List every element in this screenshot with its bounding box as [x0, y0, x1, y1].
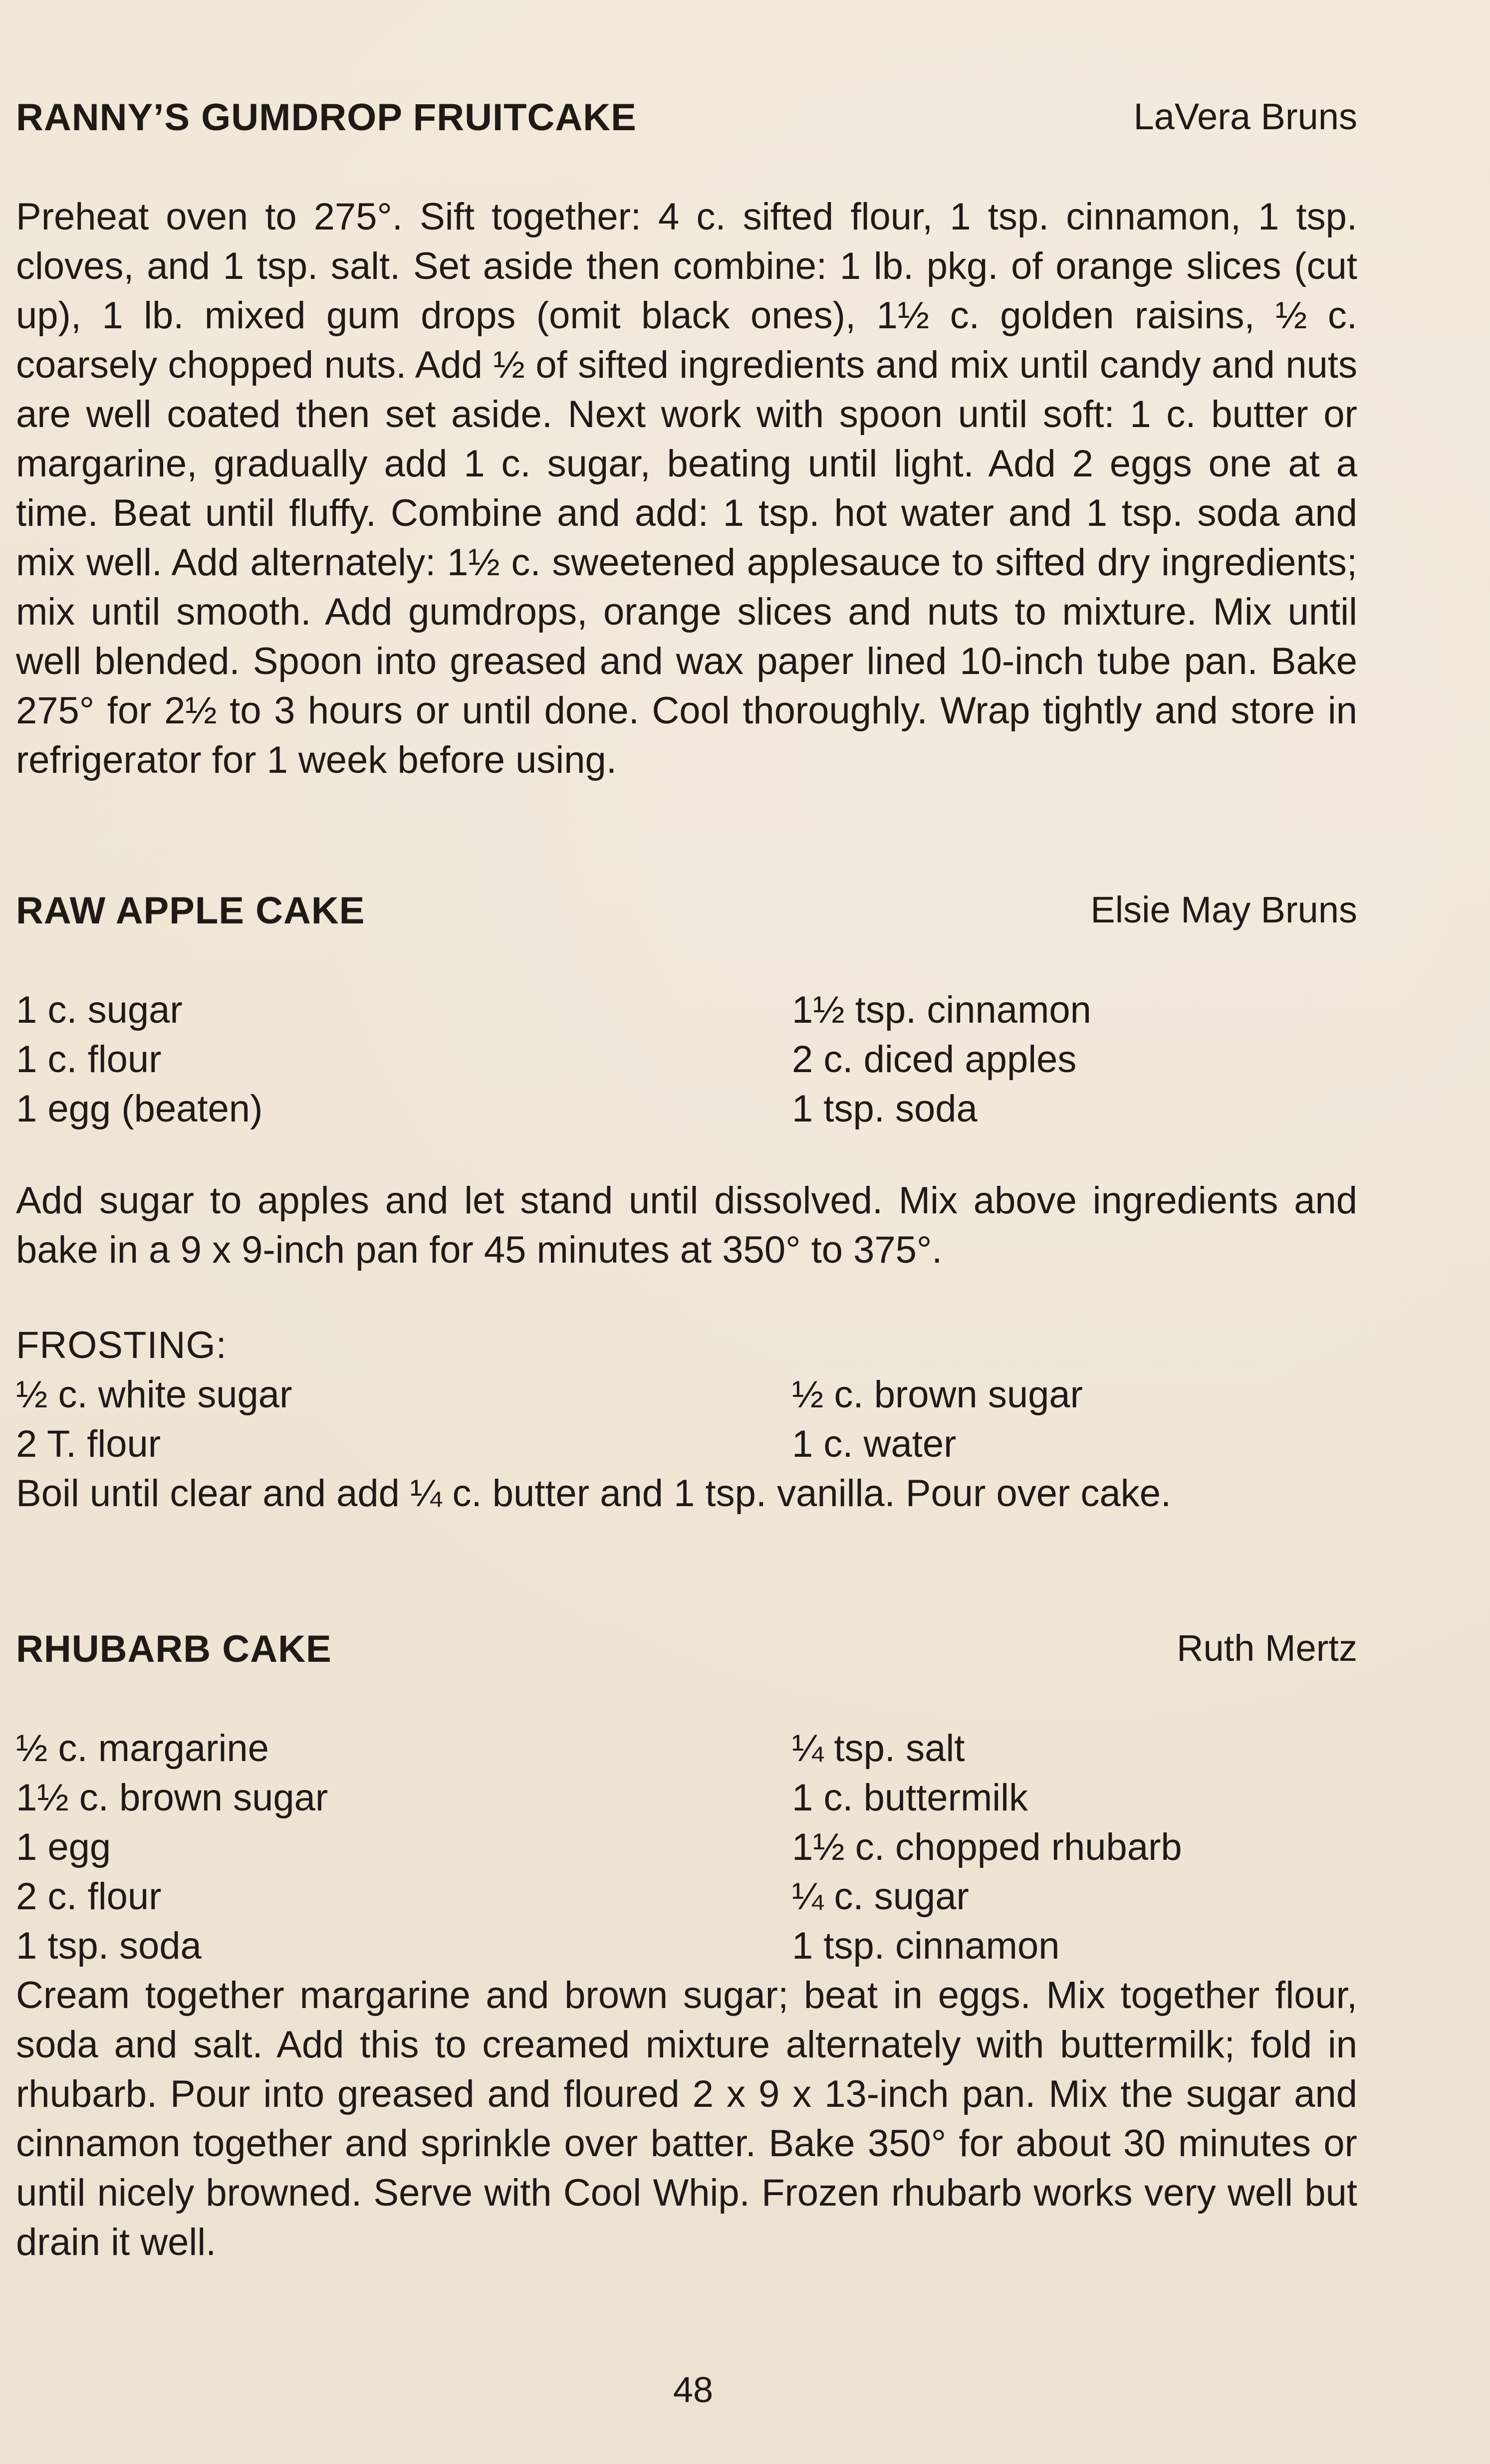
page-number: 48: [673, 2370, 714, 2410]
ingredient-item: ½ c. margarine: [16, 1727, 269, 1770]
frosting-ingredient-list: [16, 1370, 1357, 1469]
recipe-title: RAW APPLE CAKE: [16, 890, 365, 932]
ingredient-list: [16, 1724, 1357, 1971]
ingredient-item: 1 c. sugar: [16, 989, 183, 1031]
ingredient-list: [16, 985, 1357, 1133]
ingredient-item: 1 egg (beaten): [16, 1088, 263, 1130]
ingredient-item: 1½ c. chopped rhubarb: [792, 1826, 1182, 1868]
recipe-instructions: Cream together margarine and brown sugar; beat in eggs. Mix together flour, soda and salt. Add this to creamed mixture alternately with buttermilk; fold in rhubarb. Pour into greased and floured 2 x 9 x 13-inch pan. Mix the sugar and cinnamon together and sprinkle over batter. Bake 350° for about 30 minutes or until nicely browned. Serve with Cool Whip. Frozen rhubarb works very well but drain it well.: [16, 1974, 1357, 2263]
ingredient-item: 1 tsp. soda: [16, 1925, 202, 1967]
recipe-rhubarb-cake: [16, 1626, 1357, 2267]
ingredient-item: 1 c. buttermilk: [792, 1777, 1028, 1819]
ingredient-item: 1½ tsp. cinnamon: [792, 989, 1091, 1031]
recipe-author: Elsie May Bruns: [1090, 889, 1357, 930]
recipe-author: Ruth Mertz: [1177, 1627, 1357, 1669]
recipe-instructions: Add sugar to apples and let stand until dissolved. Mix above ingredients and bake in a 9 x 9-inch pan for 45 minutes at 350° to 375°.: [16, 1179, 1357, 1271]
recipe-header: [16, 1626, 1357, 1681]
ingredient-item: ¼ c. sugar: [792, 1875, 969, 1918]
ingredient-item: ¼ tsp. salt: [792, 1727, 965, 1770]
ingredient-item: 1 egg: [16, 1826, 111, 1868]
recipe-raw-apple-cake: [16, 888, 1357, 1518]
recipe-author: LaVera Bruns: [1133, 96, 1357, 137]
recipe-title: RHUBARB CAKE: [16, 1628, 332, 1670]
ingredient-item: 1 c. flour: [16, 1038, 162, 1081]
ingredient-item: 2 c. diced apples: [792, 1038, 1077, 1081]
recipe-instructions: Preheat oven to 275°. Sift together: 4 c. sifted flour, 1 tsp. cinnamon, 1 tsp. cloves, and 1 tsp. salt. Set aside then combine: 1 lb. pkg. of orange slices (cut up), 1 lb. mixed gum drops (omit black ones), 1½ c. golden raisins, ½ c. coarsely chopped nuts. Add ½ of sifted ingredients and mix until candy and nuts are well coated then set aside. Next work with spoon until soft: 1 c. butter or margarine, gradually add 1 c. sugar, beating until light. Add 2 eggs one at a time. Beat until fluffy. Combine and add: 1 tsp. hot water and 1 tsp. soda and mix well. Add alternately: 1½ c. sweetened applesauce to sifted dry ingredients; mix until smooth. Add gumdrops, orange slices and nuts to mixture. Mix until well blended. Spoon into greased and wax paper lined 10-inch tube pan. Bake 275° for 2½ to 3 hours or until done. Cool thoroughly. Wrap tightly and store in refrigerator for 1 week before using.: [16, 196, 1357, 781]
recipe-header: [16, 888, 1357, 943]
frosting-label: FROSTING:: [16, 1324, 227, 1366]
recipe-gumdrop-fruitcake: [16, 95, 1357, 785]
ingredient-item: 2 c. flour: [16, 1875, 162, 1918]
frosting-instructions: Boil until clear and add ¼ c. butter and 1 tsp. vanilla. Pour over cake.: [16, 1472, 1172, 1515]
ingredient-item: 1 tsp. cinnamon: [792, 1925, 1060, 1967]
recipe-header: [16, 95, 1357, 150]
ingredient-item: 2 T. flour: [16, 1423, 161, 1465]
ingredient-item: 1 tsp. soda: [792, 1088, 978, 1130]
recipe-title: RANNY’S GUMDROP FRUITCAKE: [16, 96, 637, 139]
ingredient-item: 1½ c. brown sugar: [16, 1777, 328, 1819]
ingredient-item: ½ c. white sugar: [16, 1373, 292, 1416]
ingredient-item: 1 c. water: [792, 1423, 957, 1465]
ingredient-item: ½ c. brown sugar: [792, 1373, 1083, 1416]
